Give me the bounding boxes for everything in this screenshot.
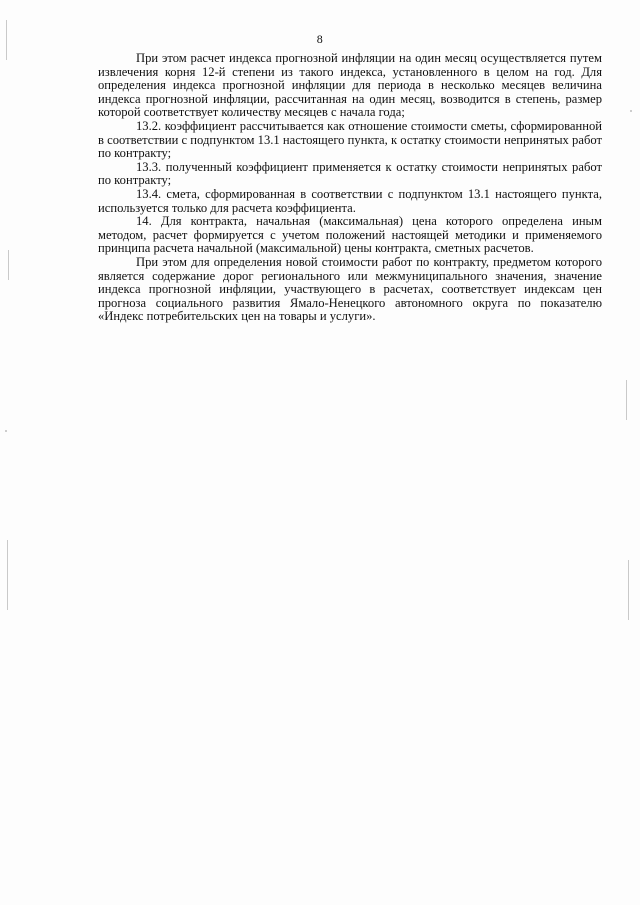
paragraph: При этом расчет индекса прогнозной инфляции на один месяц осуществляется путем извлечения корня 12-й степени из такого индекса, установленного в целом на год. Для определения индекса прогнозной инфляции для периода в несколько месяцев величина индекса прогнозной инфляции, рассчитанная на один месяц, возводится в степень, размер которой соответствует количеству месяцев с начала года; <box>98 51 602 120</box>
scan-artifact-dot <box>5 430 7 432</box>
scan-artifact-left <box>7 540 8 610</box>
scan-artifact-left <box>8 250 9 280</box>
paragraph: 14. Для контракта, начальная (максимальная) цена которого определена иным методом, расчет формируется с учетом положений настоящей методики и применяемого принципа расчета начальной (максимальной) цены контракта, сметных расчетов. <box>98 214 602 256</box>
paragraph: При этом для определения новой стоимости работ по контракту, предметом которого является содержание дорог регионального или межмуниципального значения, значение индекса прогнозной инфляции, участвующего в расчетах, соответствует индексам цен прогноза социального развития Ямало-Ненецкого автономного округа по показателю «Индекс потребительских цен на товары и услуги». <box>98 254 602 324</box>
scan-artifact-right <box>626 380 627 420</box>
page-number: 8 <box>316 32 324 46</box>
document-body <box>98 52 602 324</box>
scan-artifact-right <box>628 560 629 620</box>
scan-artifact-dot <box>630 110 632 112</box>
paragraph: 13.2. коэффициент рассчитывается как отношение стоимости сметы, сформированной в соответствии с подпунктом 13.1 настоящего пункта, к остатку стоимости непринятых работ по контракту; <box>98 118 602 161</box>
paragraph: 13.4. смета, сформированная в соответствии с подпунктом 13.1 настоящего пункта, используется только для расчета коэффициента. <box>98 186 602 215</box>
paragraph: 13.3. полученный коэффициент применяется к остатку стоимости непринятых работ по контракту; <box>98 159 602 188</box>
